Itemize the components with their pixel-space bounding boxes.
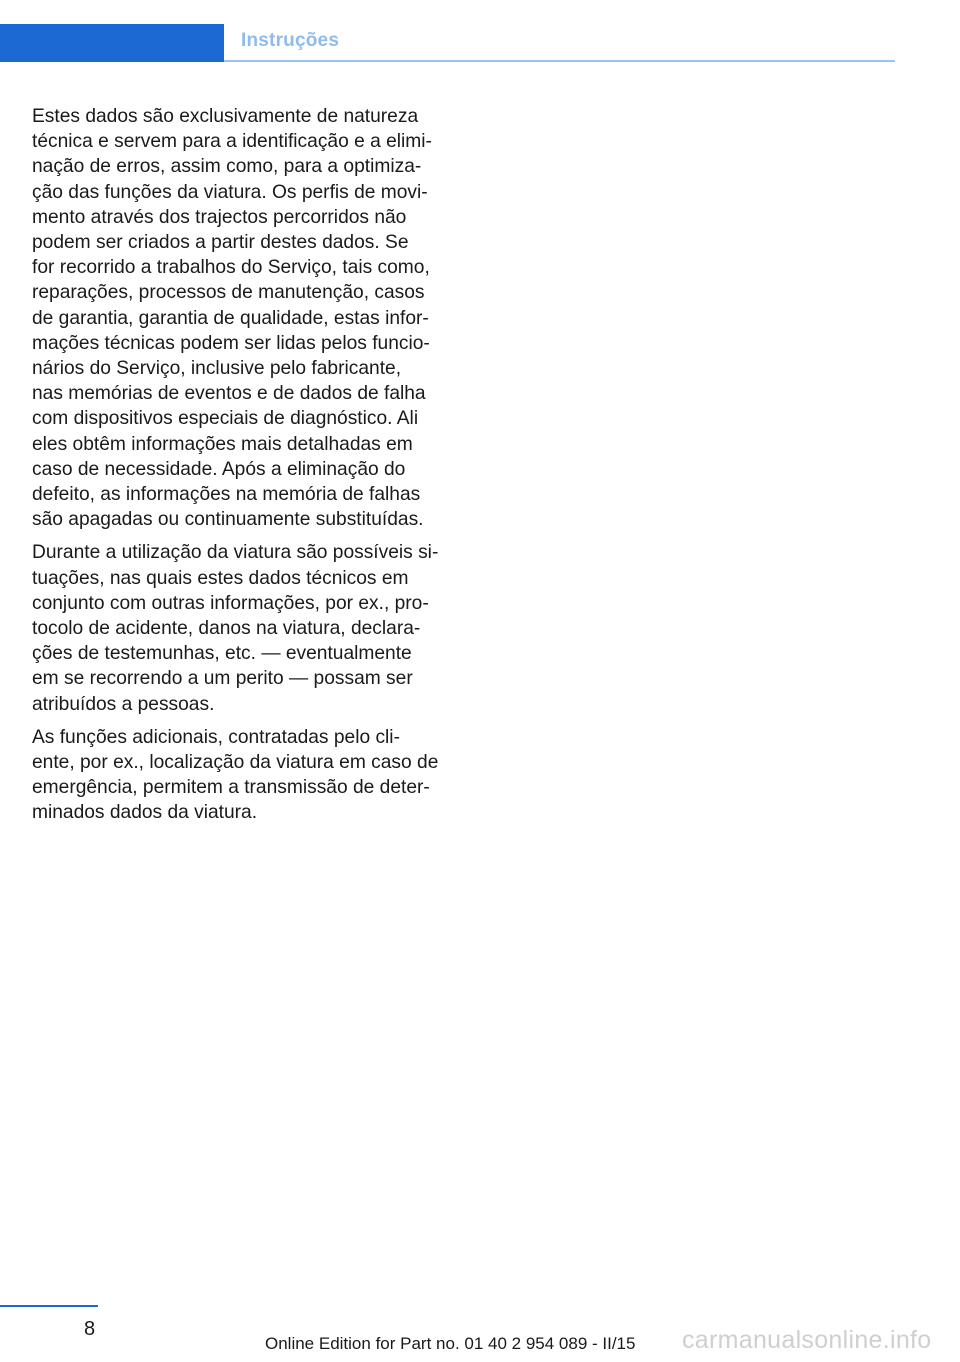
- text-line: atribuídos a pessoas.: [32, 693, 215, 715]
- text-line: conjunto com outras informações, por ex., pro‐: [32, 592, 429, 614]
- text-line: de garantia, garantia de qualidade, estas infor‐: [32, 307, 429, 329]
- text-line: nas memórias de eventos e de dados de falha: [32, 383, 426, 405]
- edition-note: Online Edition for Part no. 01 40 2 954 089 - II/15: [265, 1334, 636, 1353]
- header-rule: [224, 60, 895, 62]
- text-line: tocolo de acidente, danos na viatura, declara‐: [32, 618, 421, 640]
- watermark: carmanualsonline.info: [682, 1326, 932, 1354]
- text-line: são apagadas ou continuamente substituídas.: [32, 509, 424, 531]
- text-line: Estes dados são exclusivamente de natureza: [32, 106, 419, 127]
- text-line: defeito, as informações na memória de falhas: [32, 484, 421, 506]
- paragraph-1: [32, 104, 448, 532]
- section-title: Instruções: [241, 30, 340, 51]
- text-line: eles obtêm informações mais detalhadas em: [32, 433, 413, 455]
- paragraph-2: [32, 540, 448, 716]
- body-text: [32, 104, 448, 834]
- text-line: emergência, permitem a transmissão de deter‐: [32, 777, 430, 799]
- text-line: em se recorrendo a um perito — possam ser: [32, 668, 413, 690]
- header-accent-bar: [0, 24, 224, 62]
- text-line: podem ser criados a partir destes dados. Se: [32, 232, 409, 254]
- text-line: minados dados da viatura.: [32, 802, 258, 824]
- text-line: com dispositivos especiais de diagnóstico. Ali: [32, 408, 419, 430]
- text-line: ção das funções da viatura. Os perfis de movi‐: [32, 181, 428, 203]
- text-line: Durante a utilização da viatura são possíveis si‐: [32, 542, 439, 564]
- text-line: nários do Serviço, inclusive pelo fabricante,: [32, 358, 402, 380]
- text-line: técnica e servem para a identificação e a elimi‐: [32, 131, 432, 153]
- text-line: ente, por ex., localização da viatura em caso de: [32, 752, 439, 774]
- footer-rule: [0, 1305, 98, 1307]
- text-line: nação de erros, assim como, para a optimiza‐: [32, 156, 422, 178]
- text-line: ções de testemunhas, etc. — eventualmente: [32, 643, 412, 665]
- text-line: reparações, processos de manutenção, casos: [32, 282, 425, 304]
- text-line: caso de necessidade. Após a eliminação do: [32, 458, 406, 480]
- text-line: for recorrido a trabalhos do Serviço, tais como,: [32, 257, 430, 279]
- text-line: tuações, nas quais estes dados técnicos em: [32, 567, 409, 589]
- page-number: 8: [84, 1318, 96, 1340]
- text-line: mento através dos trajectos percorridos não: [32, 206, 407, 228]
- text-line: As funções adicionais, contratadas pelo cli‐: [32, 726, 400, 748]
- text-line: mações técnicas podem ser lidas pelos funcio‐: [32, 332, 430, 354]
- paragraph-3: [32, 725, 448, 826]
